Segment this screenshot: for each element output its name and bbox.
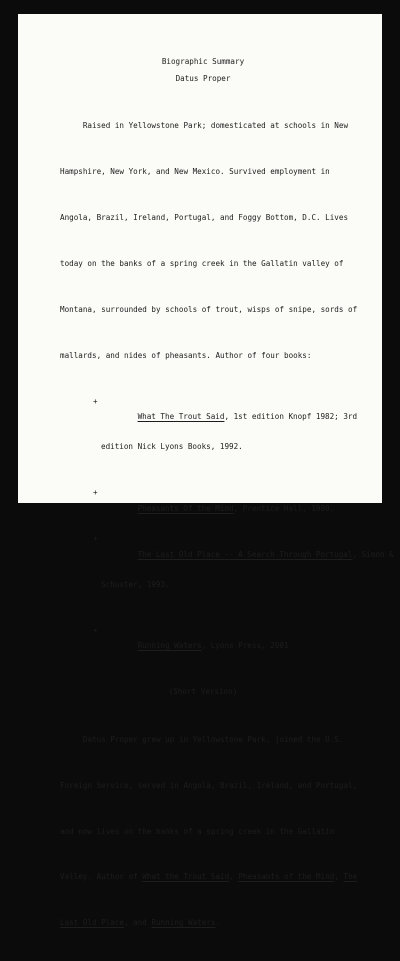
book-list xyxy=(60,394,394,669)
long-bio-line: Angola, Brazil, Ireland, Portugal, and Foggy Bottom, D.C. Lives xyxy=(60,212,349,222)
book-line xyxy=(138,550,394,559)
book-item xyxy=(60,394,358,486)
short-bio-text: . xyxy=(215,918,221,928)
book-title: Pheasants Of the Mind xyxy=(137,503,234,513)
book-title: Running Waters xyxy=(151,918,216,928)
long-bio-line: today on the banks of a spring creek in the Gallatin valley of xyxy=(60,258,344,268)
book-title: What The Trout Said xyxy=(137,411,225,421)
short-bio-text: , and xyxy=(124,918,152,928)
book-details-continued: Schuster, 1993. xyxy=(101,580,170,590)
book-title: The xyxy=(343,872,358,882)
subject-name: Datus Proper xyxy=(175,74,231,84)
short-version-heading: (Short Version) xyxy=(168,686,238,696)
short-bio-line xyxy=(60,915,346,930)
book-details: , 1st edition Knopf 1982; 3rd xyxy=(224,411,358,421)
book-item xyxy=(60,531,394,623)
book-title: Pheasants of the Mind xyxy=(238,872,335,882)
short-bio-line: Foreign Service, served in Angola, Brazil, Ireland, and Portugal, xyxy=(60,780,358,790)
book-title: Last Old Place xyxy=(60,918,125,928)
long-bio-line: mallards, and nides of pheasants. Author of four books: xyxy=(60,350,312,360)
book-item xyxy=(60,623,346,669)
book-title: What the Trout Said xyxy=(142,872,230,882)
document-title: Biographic Summary xyxy=(161,57,245,66)
book-details: , Simon & xyxy=(352,549,394,559)
short-bio-text: , xyxy=(229,872,239,882)
book-details: , Prentice Hall, 1990. xyxy=(233,503,335,513)
book-details-continued: edition Nick Lyons Books, 1992. xyxy=(101,442,243,452)
short-bio-line: Datus Proper grew up in Yellowstone Park, joined the U.S. xyxy=(60,734,344,744)
short-bio xyxy=(60,701,358,961)
long-bio-line: Hampshire, New York, and New Mexico. Survived employment in xyxy=(60,167,330,177)
book-line xyxy=(138,412,357,421)
book-item xyxy=(60,485,346,531)
long-bio-line: Montana, surrounded by schools of trout, wisps of snipe, sords of xyxy=(60,304,358,314)
bullet-marker: + xyxy=(93,396,98,406)
book-title: Running Waters xyxy=(137,641,202,651)
short-bio-line xyxy=(60,869,358,884)
book-title: The Last Old Place -- A Search Through Portugal xyxy=(137,549,353,559)
document-page xyxy=(18,14,394,928)
short-bio-text: Valley. Author of xyxy=(60,872,143,882)
bullet-marker: + xyxy=(93,534,98,544)
long-bio-line: Raised in Yellowstone Park; domesticated at schools in New xyxy=(60,121,349,131)
long-bio xyxy=(60,88,358,394)
bullet-marker: + xyxy=(93,488,98,498)
short-bio-line: and now lives on the banks of a spring creek in the Gallatin xyxy=(60,826,335,836)
short-bio-text: , xyxy=(334,872,344,882)
book-details: , Lyons Press, 2001 xyxy=(201,641,289,651)
book-line xyxy=(138,641,289,650)
bullet-marker: + xyxy=(93,625,98,635)
book-line xyxy=(138,504,335,513)
